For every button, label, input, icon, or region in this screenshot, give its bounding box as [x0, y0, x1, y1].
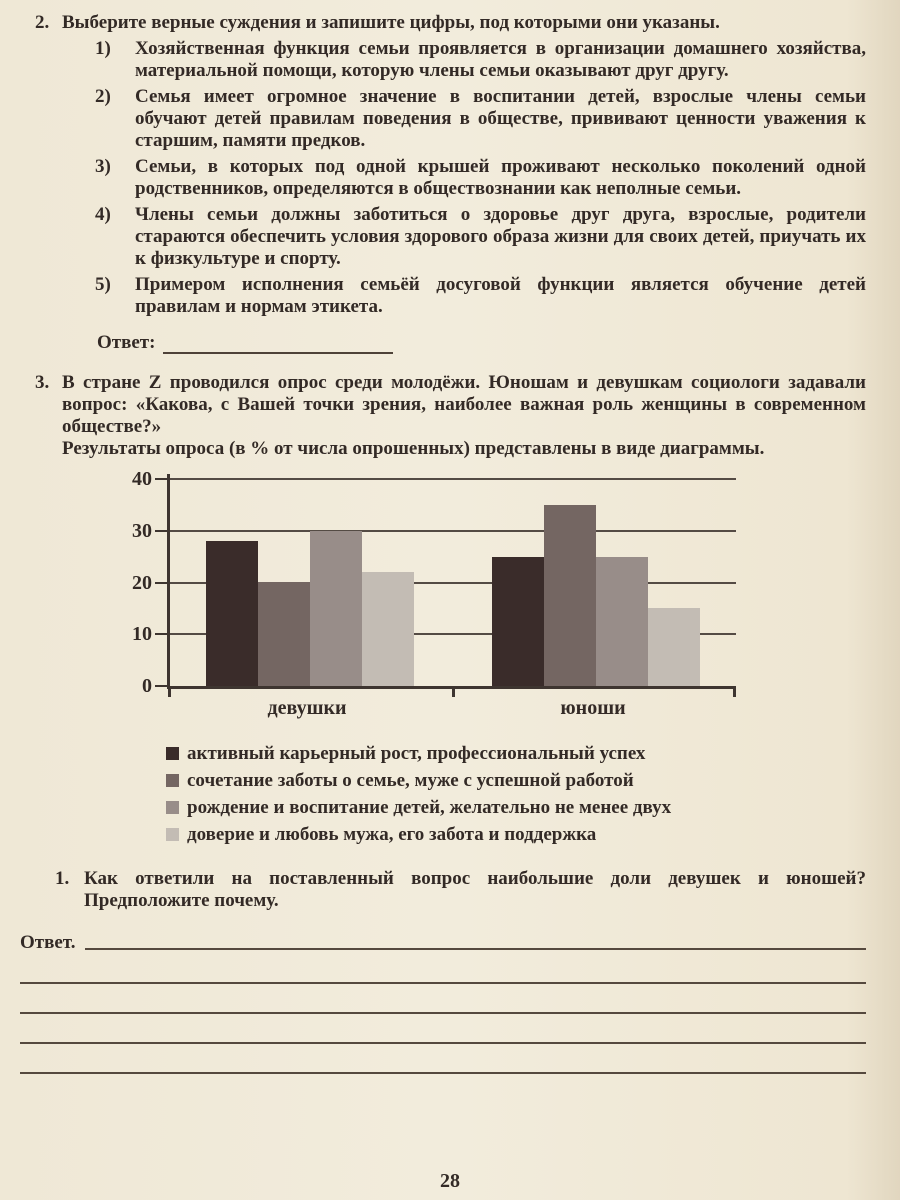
y-axis-tick	[155, 582, 170, 584]
bar-юноши-series-1	[492, 557, 544, 686]
bar-chart	[35, 468, 866, 727]
task-3	[20, 372, 866, 1074]
legend-swatch	[166, 801, 179, 814]
task-3-number: 3.	[35, 372, 50, 393]
bar-юноши-series-3	[596, 557, 648, 686]
answer-write-line[interactable]	[20, 1012, 866, 1014]
legend-label: рождение и воспитание детей, желательно не менее двух	[187, 797, 672, 818]
chart-legend	[166, 743, 866, 846]
legend-swatch	[166, 774, 179, 787]
statement-text: Хозяйственная функция семьи проявляется в организации домашнего хозяйства, материальной помощи, которую члены семьи оказывают друг другу.	[135, 38, 866, 81]
legend-swatch	[166, 828, 179, 841]
statement-text: Семья имеет огромное значение в воспитании детей, взрослые члены семьи обучают детей правилам поведения в обществе, прививают ценности уважения к старшим, памяти предков.	[135, 86, 866, 151]
answer-first-row	[20, 932, 866, 954]
statement-item	[95, 86, 866, 152]
gridline	[170, 478, 736, 480]
answer-blank-line[interactable]	[163, 334, 393, 354]
legend-swatch	[166, 747, 179, 760]
answer-write-line[interactable]	[20, 1042, 866, 1044]
y-axis-tick-label: 40	[132, 468, 152, 490]
statement-number: 5)	[95, 274, 111, 295]
y-axis-tick	[155, 530, 170, 532]
x-axis-tick	[733, 686, 736, 697]
subtask-1	[55, 868, 866, 912]
answer-write-line[interactable]	[20, 982, 866, 984]
legend-item	[166, 743, 866, 765]
statement-number: 1)	[95, 38, 111, 59]
y-axis-tick	[155, 633, 170, 635]
y-axis-tick	[155, 478, 170, 480]
legend-item	[166, 824, 866, 846]
answer-section	[20, 932, 866, 1074]
bar-юноши-series-2	[544, 505, 596, 686]
bar-девушки-series-1	[206, 541, 258, 686]
statement-item	[95, 38, 866, 82]
subtask-1-text: Как ответили на поставленный вопрос наибольшие доли девушек и юношей? Предположите почему.	[84, 868, 866, 911]
statement-text: Члены семьи должны заботиться о здоровье друг друга, взрослые, родители стараются обеспечить условия здорового образа жизни для своих детей, приучать их к физкультуре и спорту.	[135, 204, 866, 269]
x-axis-tick	[452, 686, 455, 697]
y-axis-tick-label: 10	[132, 623, 152, 646]
page-number: 28	[440, 1170, 460, 1192]
statement-item	[95, 204, 866, 270]
statement-number: 3)	[95, 156, 111, 177]
task-2-answer-row	[97, 332, 866, 354]
task-2-number: 2.	[35, 12, 50, 33]
task-2-statements	[95, 38, 866, 318]
legend-label: активный карьерный рост, профессиональный успех	[187, 743, 646, 764]
category-label-girls: девушки	[267, 697, 347, 719]
task-3-stem-text: В стране Z проводился опрос среди молодёжи. Юношам и девушкам социологи задавали вопрос: «Какова, с Вашей точки зрения, наиболее важная роль женщины в современном обществе?»	[62, 372, 866, 437]
task-2	[35, 12, 866, 354]
bar-девушки-series-4	[362, 572, 414, 686]
bar-девушки-series-3	[310, 531, 362, 686]
chart-plot	[132, 468, 736, 697]
answer-write-line[interactable]	[85, 948, 866, 950]
y-axis-tick-label: 0	[142, 675, 152, 697]
statement-number: 2)	[95, 86, 111, 107]
legend-item	[166, 770, 866, 792]
legend-label: доверие и любовь мужа, его забота и поддержка	[187, 824, 597, 845]
task-3-stem	[35, 372, 866, 460]
statement-number: 4)	[95, 204, 111, 225]
statement-item	[95, 274, 866, 318]
y-axis-tick-label: 20	[132, 571, 152, 594]
x-axis-tick	[168, 686, 171, 697]
task-2-stem-text: Выберите верные суждения и запишите цифры, под которыми они указаны.	[62, 12, 720, 33]
answer-label: Ответ:	[97, 332, 156, 353]
statement-text: Примером исполнения семьёй досуговой функции является обучение детей правилам и нормам этикета.	[135, 274, 866, 317]
statement-item	[95, 156, 866, 200]
legend-item	[166, 797, 866, 819]
task-2-stem	[35, 12, 866, 34]
y-axis-tick-label: 30	[132, 519, 152, 542]
subtask-1-number: 1.	[55, 868, 70, 889]
bar-юноши-series-4	[648, 608, 700, 686]
category-label-boys: юноши	[560, 697, 626, 719]
gridline	[170, 530, 736, 532]
task-3-stem-text-2: Результаты опроса (в % от числа опрошенных) представлены в виде диаграммы.	[62, 438, 765, 459]
bar-девушки-series-2	[258, 582, 310, 686]
legend-label: сочетание заботы о семье, муже с успешной работой	[187, 770, 634, 791]
answer-lines	[20, 982, 866, 1074]
statement-text: Семьи, в которых под одной крышей проживают несколько поколений одной родственников, определяются в обществознании как неполные семьи.	[135, 156, 866, 199]
chart-category-labels	[167, 697, 866, 727]
answer-write-line[interactable]	[20, 1072, 866, 1074]
answer-label: Ответ.	[20, 932, 76, 953]
